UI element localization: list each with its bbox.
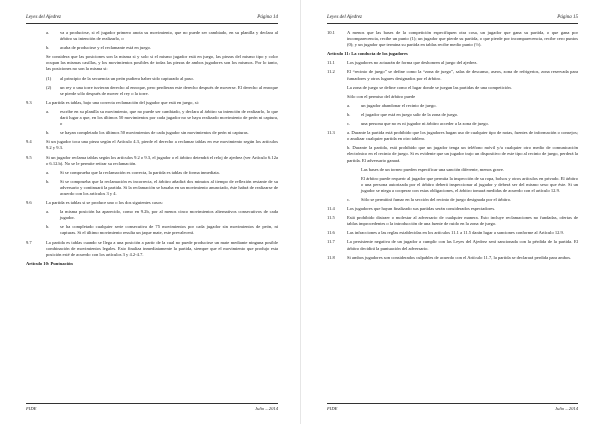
item-number: 11.4: [327, 206, 335, 212]
article-paragraph: [327, 215, 578, 227]
footer-rule: [327, 403, 578, 404]
item-text: acaba de producirse y el reclamante está en juego.: [60, 45, 152, 51]
item-text: La partida es tablas, bajo una correcta reclamación del jugador que está en juego, si:: [46, 99, 200, 105]
item-number: a.: [347, 102, 351, 108]
item-text: Las infracciones a las reglas establecidas en los artículos 11.1 a 11.5 darán lugar a sanciones conforme al Artículo 12.9.: [347, 230, 564, 236]
item-number: 9.4: [26, 139, 32, 145]
item-text: va a producirse, si el jugador primero anota su movimiento, que no puede ser cambiado, en su planilla y declara al árbitro su intención de realizarlo, o: [60, 30, 278, 42]
footer-org: FIDE: [26, 406, 37, 411]
body-text: La zona de juego se define como el lugar donde se juegan las partidas de una competición.: [347, 84, 512, 90]
item-text: Los jugadores que hayan finalizado sus partidas serán considerados espectadores.: [347, 206, 496, 212]
item-number: 11.5: [327, 215, 335, 221]
item-text: Si un jugador reclama tablas según los artículos 9.2 o 9.3, el jugador o el árbitro detendrá el reloj de ajedrez (ver Artículo 6.12a o 6.12.b). No se le permite retirar su reclamación.: [46, 154, 278, 166]
footer-rule: [26, 403, 278, 404]
sub-item: [26, 130, 278, 136]
item-number: 10.1: [327, 30, 335, 35]
footer-date: Julio – 2014: [255, 406, 278, 411]
item-number: 9.6: [26, 200, 32, 206]
item-number: b.: [347, 111, 351, 117]
item-text: La persistente negativa de un jugador a cumplir con las Leyes del Ajedrez será sancionada con la pérdida de la partida. El árbitro decidirá la puntuación del adversario.: [347, 239, 578, 251]
item-number: a.: [46, 209, 50, 215]
item-number: c.: [347, 196, 351, 202]
item-text: la misma posición ha aparecido, como en 9.2b, por al menos cinco movimientos alternativos consecutivos de cada jugador.: [60, 209, 278, 221]
body-text: El árbitro puede requerir al jugador que permita la inspección de su ropa, bolsos y otros artículos en privado. El árbitro o una persona autorizada por el árbitro deberá inspeccionar al jugador y deberá ser del mismo sexo que éste. Si un jugador se niega a cooperar con estas obligaciones, el árbitro tomará medidas de acuerdo con el artículo 12.9.: [361, 175, 578, 193]
item-text: una persona que no es ni jugador ni árbitro acceder a la zona de juego.: [361, 121, 489, 127]
item-text: Si se comprueba que la reclamación es correcta, la partida es tablas de forma inmediata.: [60, 169, 220, 175]
body-text: Las bases de un torneo pueden especificar una sanción diferente, menos grave.: [361, 166, 505, 172]
item-text: se hayan completado los últimos 50 movimientos de cada jugador sin movimientos de peón ni capturas.: [60, 130, 249, 136]
sub-item: [26, 30, 278, 42]
sub-item: [26, 209, 278, 221]
item-number: 11.3: [327, 130, 335, 136]
item-text: Si un jugador toca una pieza según el Artículo 4.3, pierde el derecho a reclamar tablas en ese movimiento según los artículos 9.2 y 9.3.: [46, 139, 278, 151]
article-paragraph: [327, 230, 578, 236]
sub-item: [26, 109, 278, 127]
header-title: Leyes del Ajedrez: [26, 15, 61, 20]
item-text: escribe en su planilla su movimiento, que no puede ser cambiado, y declara al árbitro su intención de realizarlo, lo que dará lugar a que, en los últimos 50 movimientos por cada jugador no se haya realizado movimiento de peón ni captura, o: [60, 108, 278, 127]
item-text: se ha completado cualquier serie consecutiva de 75 movimientos por cada jugador sin movimientos de peón, ni capturas. Si el último movimiento resulta un jaque mate, este prevalecerá.: [60, 224, 278, 236]
article-paragraph: [26, 155, 278, 167]
sub-item: [26, 170, 278, 176]
item-number: 9.3: [26, 99, 32, 105]
item-text: Los jugadores no actuarán de forma que deshonren al juego del ajedrez.: [347, 60, 478, 66]
item-number: 11.7: [327, 239, 335, 245]
item-text: A menos que las bases de la competición especifiquen otra cosa, un jugador que gana su partida, o que gana por incomparecencia, recibe un punto (1); un jugador que pierde su partida, o que pierde por incomparecencia, recibe cero puntos (0); y un jugador que termina su partida en tablas recibe medio punto (½).: [347, 30, 578, 48]
item-text: El “recinto de juego” se define como la “zona de juego”, salas de descanso, aseos, zona de refrigerios, zona reservada para fumadores y otros lugares designados por el árbitro.: [347, 69, 578, 81]
item-number: 9.5: [26, 154, 32, 160]
body-text: Se considera que las posiciones son la misma si y solo si el mismo jugador está en juego, las piezas del mismo tipo y color ocupan las mismas casillas, y los movimientos posibles de todas las piezas de ambos jugadores son los mismos. Por lo tanto, las posiciones no son la misma si:: [46, 54, 278, 72]
item-number: (2): [46, 84, 52, 90]
page-number: Página 15: [557, 15, 578, 20]
page-number: Página 14: [257, 15, 278, 20]
item-text: Sólo se permitirá fumar en la sección del recinto de juego designada por el árbitro.: [361, 196, 512, 202]
item-number: a.: [46, 108, 50, 114]
article-paragraph: [327, 239, 578, 251]
item-number: b.: [46, 224, 50, 230]
article-paragraph: [327, 206, 578, 212]
item-text: Está prohibido distraer o molestar al adversario de cualquier manera. Esto incluye reclamaciones no fundadas, ofertas de tablas improcedentes o la introducción de una fuente de ruido en la zona de juego.: [347, 215, 578, 227]
item-text: La partida es tablas cuando se llega a una posición a partir de la cual no puede producirse un mate mediante ninguna posible combinación de movimientos legales. Esto finaliza inmediatamente la partida, siempre que el movimiento que produjo esta posición esté de acuerdo con los artículos 3 y 4.2-4.7.: [46, 239, 278, 257]
item-text: b. Durante la partida, está prohibido que un jugador tenga un teléfono móvil y/u cualquier otro medio de comunicación electrónico en el recinto de juego. Si es evidente que un jugador trajo un dispositivo de este tipo al recinto de juego, perderá la partida. El adversario ganará.: [347, 145, 578, 163]
left-page-body: [26, 30, 278, 270]
sub-item: [327, 121, 578, 127]
body-text: Sólo con el permiso del árbitro puede: [347, 93, 416, 99]
article-paragraph: [327, 60, 578, 66]
item-text: Si se comprueba que la reclamación es incorrecta, el árbitro añadirá dos minutos al tiempo de reflexión restante de su adversario y continuará la partida. Si la reclamación se basaba en un movimiento anunciado, éste habrá de realizarse de acuerdo con los artículos 3 y 4.: [60, 178, 278, 196]
item-number: 11.8: [327, 254, 335, 260]
item-number: [327, 145, 347, 163]
item-number: b.: [46, 178, 50, 184]
header-rule: [26, 23, 278, 24]
article-paragraph: [26, 100, 278, 106]
sub-item: [26, 179, 278, 197]
sub-item: [26, 85, 278, 97]
item-number: a.: [46, 169, 50, 175]
sub-item: [26, 224, 278, 236]
page-header: [327, 15, 578, 25]
header-rule: [327, 23, 578, 24]
article-paragraph: [327, 255, 578, 261]
item-text: al principio de la secuencia un peón pudiera haber sido capturado al paso.: [60, 75, 194, 81]
header-title: Leyes del Ajedrez: [327, 15, 362, 20]
item-text: Si ambos jugadores son considerados culpables de acuerdo con el Artículo 11.7, la partida se declarará perdida para ambos.: [347, 254, 572, 260]
sub-item: [26, 76, 278, 82]
item-number: 11.2: [327, 69, 335, 75]
item-number: (1): [46, 75, 52, 81]
sub-item: [327, 112, 578, 118]
item-text: La partida es tablas si se produce uno o los dos siguientes casos:: [46, 200, 163, 206]
right-page-body: [327, 30, 578, 264]
section-heading: Artículo 11: La conducta de los jugadores: [327, 51, 408, 57]
footer-date: Julio – 2014: [555, 406, 578, 411]
sub-item: [327, 103, 578, 109]
item-number: 11.6: [327, 230, 335, 236]
footer-org: FIDE: [327, 406, 338, 411]
item-number: 11.1: [327, 60, 335, 66]
item-number: b.: [46, 130, 50, 136]
sub-item: [26, 45, 278, 51]
section-heading: Artículo 10: Puntuación: [26, 260, 73, 266]
page-footer: [327, 403, 578, 413]
article-paragraph: [26, 139, 278, 151]
article-paragraph: [327, 145, 578, 163]
article-paragraph: [327, 30, 578, 48]
article-paragraph: [327, 69, 578, 81]
sub-item: [327, 197, 578, 203]
item-number: b.: [46, 45, 50, 51]
page-footer: [26, 403, 278, 413]
right-page: [300, 0, 600, 424]
item-text: un jugador abandonar el recinto de juego.: [361, 102, 437, 108]
article-paragraph: [327, 130, 578, 142]
item-number: c.: [347, 121, 351, 127]
article-paragraph: [26, 240, 278, 258]
article-paragraph: [26, 200, 278, 206]
item-text: un rey o una torre tuvieran derecho al enroque, pero perdieran este derecho después de moverse. El derecho al enroque se pierde sólo después de mover el rey o la torre.: [60, 84, 278, 96]
item-text: el jugador que está en juego salir de la zona de juego.: [361, 111, 459, 117]
item-text: a. Durante la partida está prohibido que los jugadores hagan uso de cualquier tipo de notas, fuentes de información o consejos; o analizar cualquier partida en otro tablero.: [347, 130, 578, 142]
item-number: 9.7: [26, 239, 32, 245]
item-number: a.: [46, 30, 50, 35]
page-header: [26, 15, 278, 25]
